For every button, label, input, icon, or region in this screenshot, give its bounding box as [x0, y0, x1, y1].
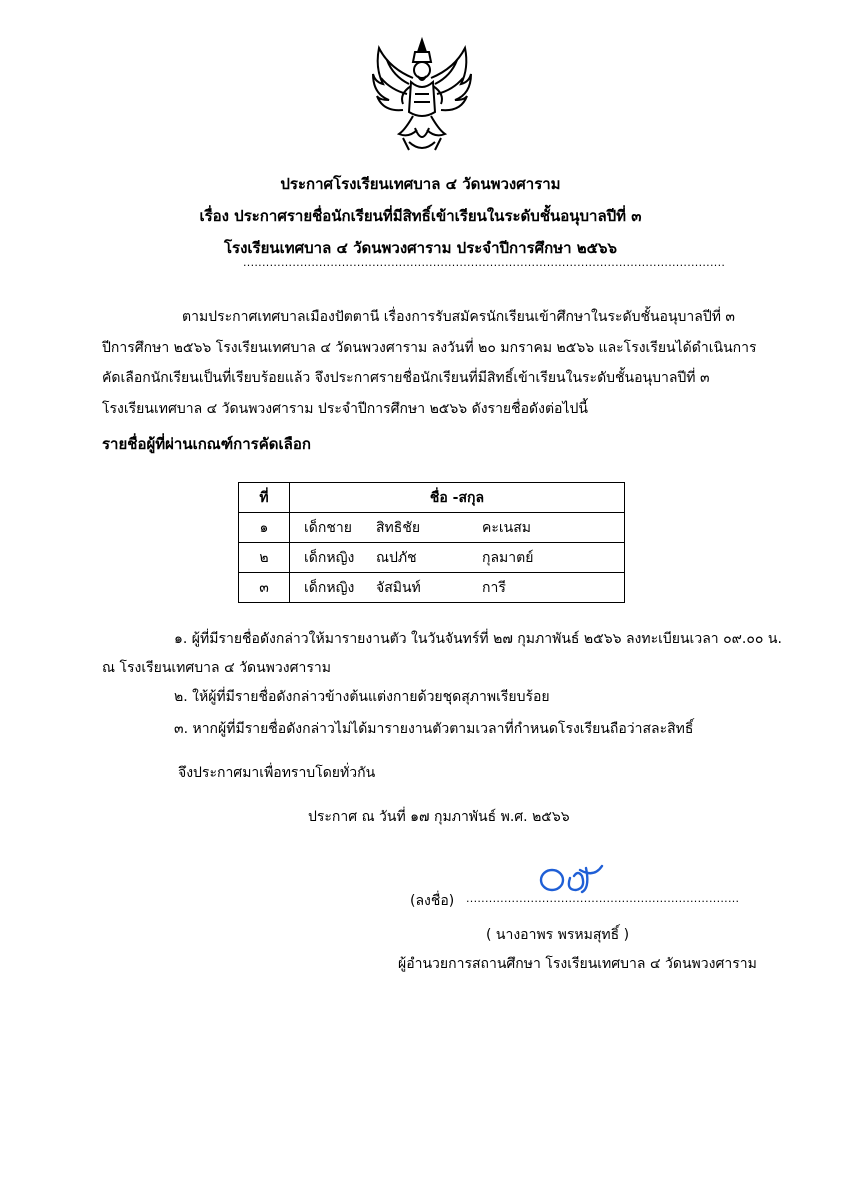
instruction-item-1-continued: ณ โรงเรียนเทศบาล ๔ วัดนพวงศาราม — [102, 660, 331, 676]
signatory-name: ( นางอาพร พรหมสุทธิ์ ) — [486, 927, 630, 943]
signature-line: ........................................................................ — [466, 892, 740, 905]
signature-label: (ลงชื่อ) — [410, 893, 455, 909]
table-row — [239, 513, 625, 543]
first-name: ณปภัช — [376, 549, 417, 566]
student-table — [238, 482, 625, 603]
row-number: ๓ — [239, 573, 290, 603]
instruction-item-2: ๒. ให้ผู้ที่มีรายชื่อดังกล่าวข้างต้นแต่งกายด้วยชุดสุภาพเรียบร้อย — [174, 689, 550, 705]
table-header-row — [239, 483, 625, 513]
instruction-item-1: ๑. ผู้ที่มีรายชื่อดังกล่าวให้มารายงานตัว ในวันจันทร์ที่ ๒๗ กุมภาพันธ์ ๒๕๖๖ ลงทะเบียนเวลา ๐๙.๐๐ น. — [174, 631, 782, 647]
closing-statement: จึงประกาศมาเพื่อทราบโดยทั่วกัน — [178, 765, 376, 781]
body-line-3: คัดเลือกนักเรียนเป็นที่เรียบร้อยแล้ว จึงประกาศรายชื่อนักเรียนที่มีสิทธิ์เข้าเรียนในระดับชั้นอนุบาลปีที่ ๓ — [102, 370, 710, 386]
body-line-2: ปีการศึกษา ๒๕๖๖ โรงเรียนเทศบาล ๔ วัดนพวงศาราม ลงวันที่ ๒๐ มกราคม ๒๕๖๖ และโรงเรียนได้ดำเนินการ — [102, 339, 757, 356]
table-row — [239, 573, 625, 603]
name-prefix: เด็กหญิง — [304, 549, 355, 566]
body-line-4: โรงเรียนเทศบาล ๔ วัดนพวงศาราม ประจำปีการศึกษา ๒๕๖๖ ดังรายชื่อดังต่อไปนี้ — [102, 400, 588, 417]
name-prefix: เด็กชาย — [304, 519, 352, 536]
student-name-cell — [290, 513, 625, 543]
announcement-school-year: โรงเรียนเทศบาล ๔ วัดนพวงศาราม ประจำปีการศึกษา ๒๕๖๖ — [223, 239, 618, 257]
student-name-cell — [290, 573, 625, 603]
row-number: ๑ — [239, 513, 290, 543]
body-line-1: ตามประกาศเทศบาลเมืองปัตตานี เรื่องการรับสมัครนักเรียนเข้าศึกษาในระดับชั้นอนุบาลปีที่ ๓ — [182, 309, 735, 325]
table-row — [239, 543, 625, 573]
announcement-date: ประกาศ ณ วันที่ ๑๗ กุมภาพันธ์ พ.ศ. ๒๕๖๖ — [308, 809, 570, 825]
announcement-subject: เรื่อง ประกาศรายชื่อนักเรียนที่มีสิทธิ์เข้าเรียนในระดับชั้นอนุบาลปีที่ ๓ — [199, 207, 642, 225]
passed-list-heading: รายชื่อผู้ที่ผ่านเกณฑ์การคัดเลือก — [102, 435, 311, 453]
first-name: จัสมินท์ — [376, 579, 421, 596]
last-name: การี — [482, 579, 506, 596]
student-name-cell — [290, 543, 625, 573]
column-header-no: ที่ — [239, 483, 290, 513]
name-prefix: เด็กหญิง — [304, 579, 355, 596]
column-header-name: ชื่อ -สกุล — [290, 483, 625, 513]
body-paragraph — [102, 302, 792, 424]
last-name: กุลมาตย์ — [482, 549, 534, 566]
garuda-emblem-icon — [369, 38, 475, 156]
announcement-title: ประกาศโรงเรียนเทศบาล ๔ วัดนพวงศาราม — [280, 175, 561, 193]
signatory-position: ผู้อำนวยการสถานศึกษา โรงเรียนเทศบาล ๔ วัดนพวงศาราม — [398, 956, 757, 972]
row-number: ๒ — [239, 543, 290, 573]
instruction-item-3: ๓. หากผู้ที่มีรายชื่อดังกล่าวไม่ได้มารายงานตัวตามเวลาที่กำหนดโรงเรียนถือว่าสละสิทธิ์ — [174, 721, 694, 737]
last-name: คะเนสม — [482, 519, 532, 536]
first-name: สิทธิชัย — [376, 519, 421, 536]
header-divider: ............................................................................................................................... — [243, 256, 726, 269]
